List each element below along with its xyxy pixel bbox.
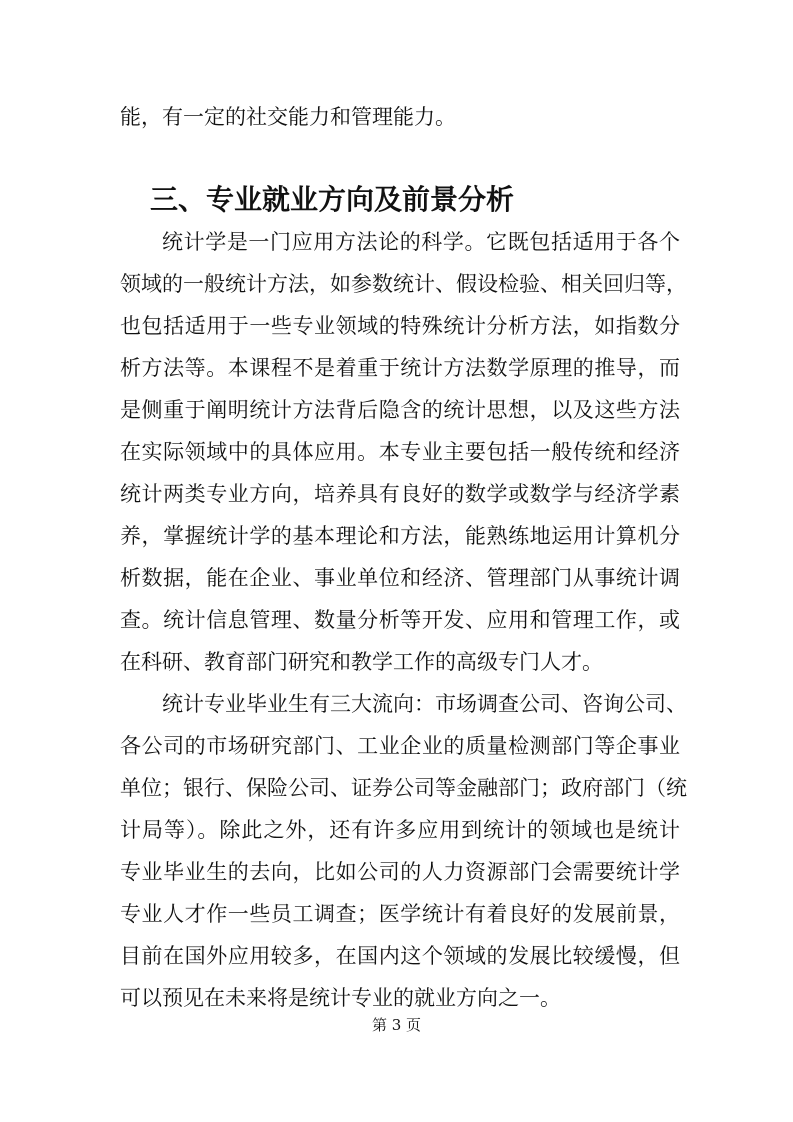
paragraph-line: 可以预见在未来将是统计专业的就业方向之一。: [120, 986, 561, 1010]
paragraph-line: 目前在国外应用较多，在国内这个领域的发展比较缓慢，但: [120, 944, 680, 968]
paragraph-line: 计局等）。除此之外，还有许多应用到统计的领域也是统计: [120, 818, 680, 842]
paragraph-line: 析方法等。本课程不是着重于统计方法数学原理的推导，而: [120, 356, 680, 380]
paragraph-line: 领域的一般统计方法，如参数统计、假设检验、相关回归等，: [120, 272, 687, 296]
continuation-line: 能，有一定的社交能力和管理能力。: [120, 105, 456, 129]
paragraph-line: 专业人才作一些员工调查；医学统计有着良好的发展前景，: [120, 902, 680, 926]
paragraph-line: 统计专业毕业生有三大流向：市场调查公司、咨询公司、: [162, 692, 687, 716]
paragraph-line: 统计学是一门应用方法论的科学。它既包括适用于各个: [162, 230, 680, 254]
paragraph-line: 各公司的市场研究部门、工业企业的质量检测部门等企事业: [120, 734, 680, 758]
paragraph-line: 专业毕业生的去向，比如公司的人力资源部门会需要统计学: [120, 860, 680, 884]
paragraph-line: 在科研、教育部门研究和教学工作的高级专门人才。: [120, 650, 603, 674]
section-heading: 三、专业就业方向及前景分析: [150, 183, 515, 216]
paragraph-line: 查。统计信息管理、数量分析等开发、应用和管理工作，或: [120, 608, 680, 632]
paragraph-line: 在实际领域中的具体应用。本专业主要包括一般传统和经济: [120, 440, 680, 464]
paragraph-line: 养，掌握统计学的基本理论和方法，能熟练地运用计算机分: [120, 524, 680, 548]
paragraph-line: 也包括适用于一些专业领域的特殊统计分析方法，如指数分: [120, 314, 680, 338]
paragraph-line: 析数据，能在企业、事业单位和经济、管理部门从事统计调: [120, 566, 680, 590]
paragraph-line: 是侧重于阐明统计方法背后隐含的统计思想，以及这些方法: [120, 398, 680, 422]
paragraph-line: 统计两类专业方向，培养具有良好的数学或数学与经济学素: [120, 482, 680, 506]
paragraph-line: 单位；银行、保险公司、证券公司等金融部门；政府部门（统: [120, 776, 687, 800]
page-number: 第 3 页: [371, 1016, 422, 1034]
